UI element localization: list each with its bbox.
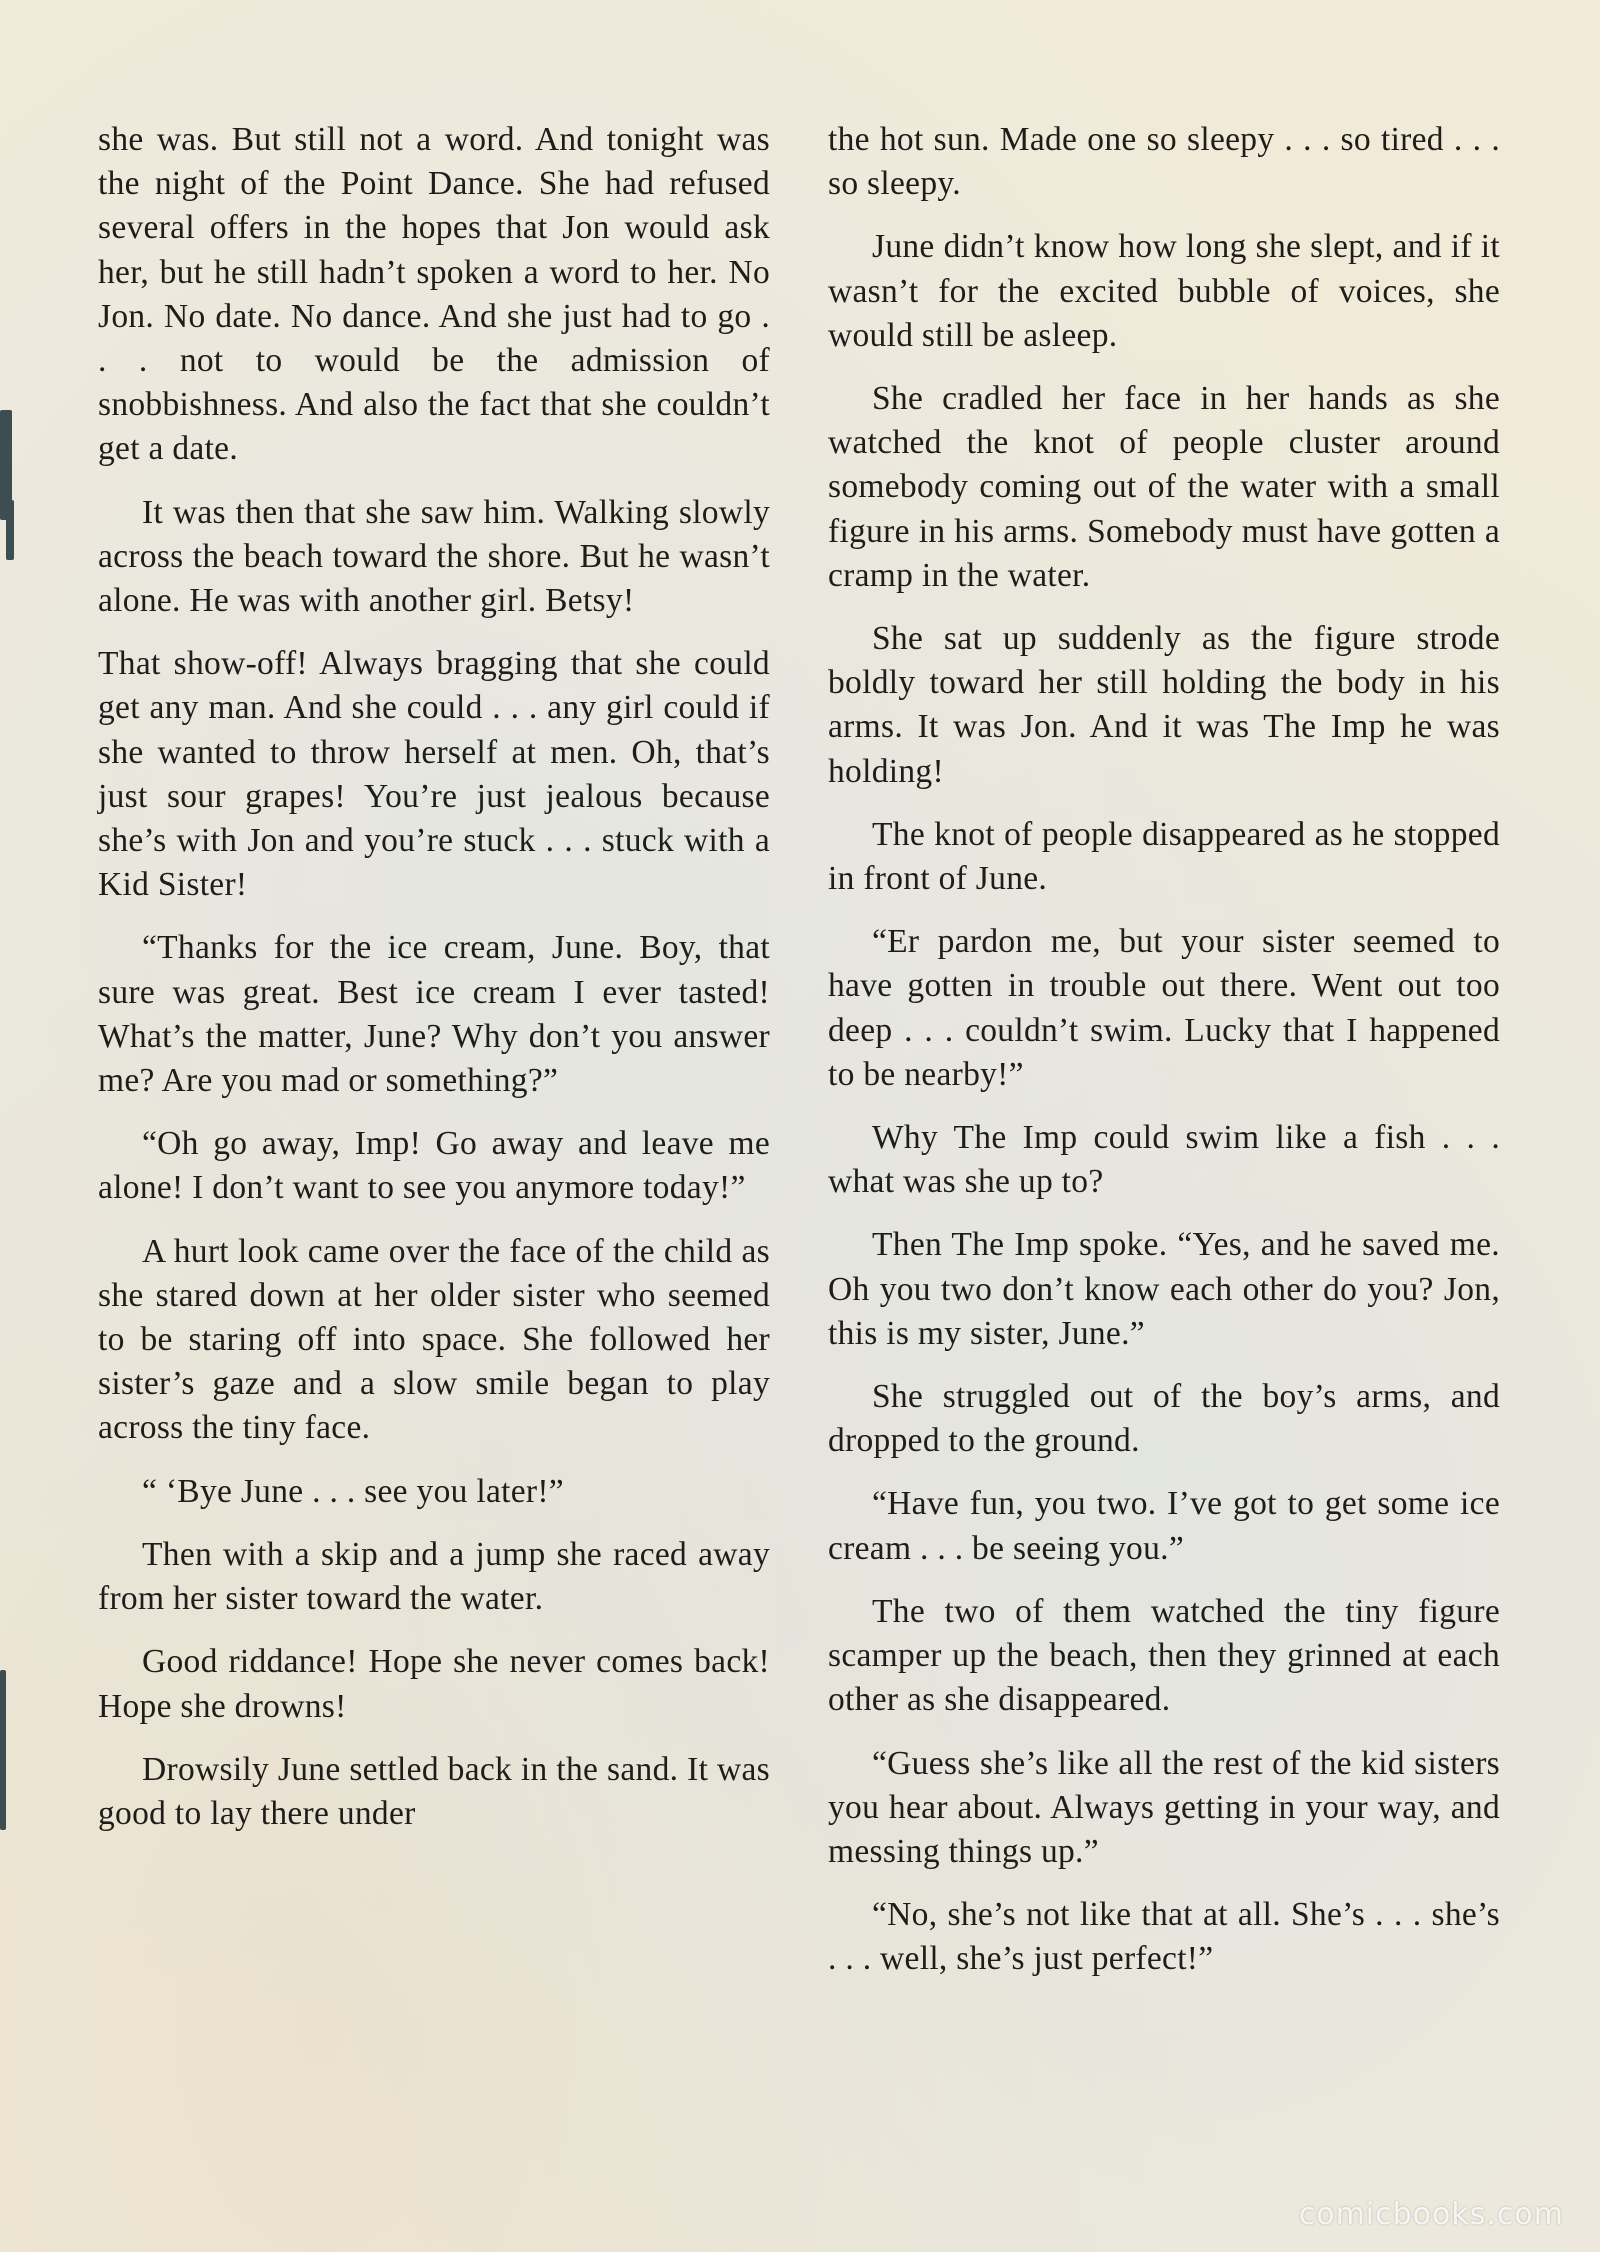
paragraph: A hurt look came over the face of the child as she stared down at her older sister who seemed to be staring off into space. She followed her sister’s gaze and a slow smile began to play across the tiny face. [98, 1232, 770, 1447]
right-text-column [828, 118, 1500, 2001]
binding-mark [0, 1670, 6, 1830]
paragraph: The knot of people disappeared as he stopped in front of June. [828, 815, 1500, 898]
paragraph: The two of them watched the tiny figure scamper up the beach, then they grinned at each other as she disappeared. [828, 1592, 1500, 1719]
paragraph: “ ‘Bye June . . . see you later!” [142, 1472, 564, 1510]
paragraph: Good riddance! Hope she never comes back! Hope she drowns! [98, 1643, 770, 1725]
paragraph: Then The Imp spoke. “Yes, and he saved me. Oh you two don’t know each other do you? Jon, this is my sister, June.” [828, 1226, 1500, 1352]
paragraph: “Er pardon me, but your sister seemed to have gotten in trouble out there. Went out too deep . . . couldn’t swim. Lucky that I happened to be nearby!” [828, 923, 1500, 1093]
paragraph: Drowsily June settled back in the sand. It was good to lay there under [98, 1750, 770, 1832]
paragraph: Why The Imp could swim like a fish . . . what was she up to? [828, 1119, 1500, 1201]
paragraph: “Have fun, you two. I’ve got to get some ice cream . . . be seeing you.” [828, 1485, 1500, 1567]
paragraph: the hot sun. Made one so sleepy . . . so tired . . . so sleepy. [828, 121, 1500, 203]
paragraph: she was. But still not a word. And tonight was the night of the Point Dance. She had refused several offers in the hopes that Jon would ask her, but he still hadn’t spoken a word to her. No Jon. No date. No dance. And she just had to go . . . not to would be the admission of snobbishness. And also the fact that she couldn’t get a date. [98, 121, 770, 468]
paragraph: Then with a skip and a jump she raced away from her sister toward the water. [98, 1535, 770, 1618]
paragraph: She struggled out of the boy’s arms, and dropped to the ground. [828, 1378, 1500, 1460]
paragraph: June didn’t know how long she slept, and if it wasn’t for the excited bubble of voices, she would still be asleep. [828, 228, 1500, 354]
paragraph: She cradled her face in her hands as she watched the knot of people cluster around somebody coming out of the water with a small figure in his arms. Somebody must have gotten a cramp in the water. [828, 380, 1500, 594]
paragraph: “Thanks for the ice cream, June. Boy, that sure was great. Best ice cream I ever tasted! What’s the matter, June? Why don’t you answer me? Are you mad or something?” [98, 929, 770, 1100]
paragraph: That show-off! Always bragging that she could get any man. And she could . . . any girl could if she wanted to throw herself at men. Oh, that’s just sour grapes! You’re just jealous because she’s with Jon and you’re stuck . . . stuck with a Kid Sister! [98, 645, 770, 904]
paragraph: “No, she’s not like that at all. She’s . . . she’s . . . well, she’s just perfect!” [828, 1896, 1500, 1978]
binding-mark [6, 500, 14, 560]
paragraph: She sat up suddenly as the figure strode boldly toward her still holding the body in his arms. It was Jon. And it was The Imp he was holding! [828, 620, 1500, 790]
paragraph: It was then that she saw him. Walking slowly across the beach toward the shore. But he wasn’t alone. He was with another girl. Betsy! [98, 493, 770, 620]
paragraph: “Oh go away, Imp! Go away and leave me alone! I don’t want to see you anymore today!” [98, 1125, 770, 1207]
left-text-column [98, 118, 770, 1855]
paragraph: “Guess she’s like all the rest of the kid sisters you hear about. Always getting in your way, and messing things up.” [828, 1744, 1500, 1870]
site-watermark: comicbooks.com [1298, 2197, 1564, 2232]
